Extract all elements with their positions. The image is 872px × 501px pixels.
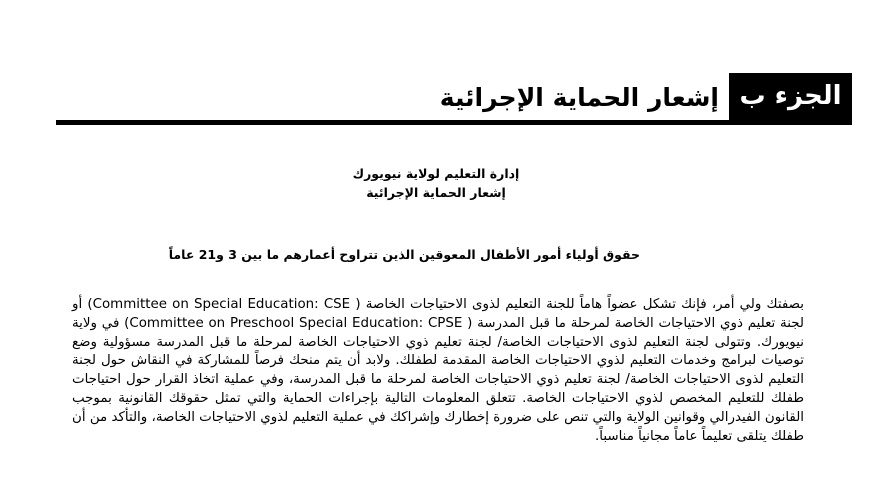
part-header: [56, 73, 852, 120]
part-label: الجزء ب: [729, 73, 852, 120]
body-paragraph: بصفتك ولي أمر، فإنك تشكل عضواً هاماً للجنة التعليم لذوى الاحتياجات الخاصة ( Committee on Special Education: CSE) أو لجنة تعليم ذوي الاحتياجات الخاصة لمرحلة ما قبل المدرسة ( Committee on Preschool Special Education: CPSE) في ولاية نيويورك. وتتولى لجنة التعليم لذوى الاحتياجات الخاصة/ لجنة تعليم ذوي الاحتياجات الخاصة لمرحلة ما قبل المدرسة مسؤولية وضع توصيات لبرامج وخدمات التعليم لذوي الاحتياجات الخاصة المقدمة لطفلك. ولابد أن يتم منحك فرصاً للمشاركة في النقاش حول لجنة التعليم لذوى الاحتياجات الخاصة/ لجنة تعليم ذوي الاحتياجات الخاصة لمرحلة ما قبل المدرسة، وفي عملية اتخاذ القرار حول احتياجات طفلك للتعليم المخصص لذوي الاحتياجات الخاصة. تتعلق المعلومات التالية بإجراءات الحماية والتي تمثل حقوقك القانونية بموجب القانون الفيدرالي وقوانين الولاية والتي تنص على ضرورة إخطارك وإشراكك في عملية التعليم لذوي الاحتياجات الخاصة، والتأكد من أن طفلك يتلقى تعليماً عاماً مجانياً مناسباً.: [72, 297, 805, 444]
rights-subtitle: حقوق أولياء أمور الأطفال المعوقين الذين تتراوح أعمارهم ما بين 3 و21 عاماً: [168, 247, 640, 262]
header-rule: [56, 120, 852, 125]
section-title: إشعار الحماية الإجرائية: [439, 83, 719, 112]
notice-title: إشعار الحماية الإجرائية: [366, 185, 506, 200]
department-name: إدارة التعليم لولاية نيويورك: [352, 166, 520, 181]
